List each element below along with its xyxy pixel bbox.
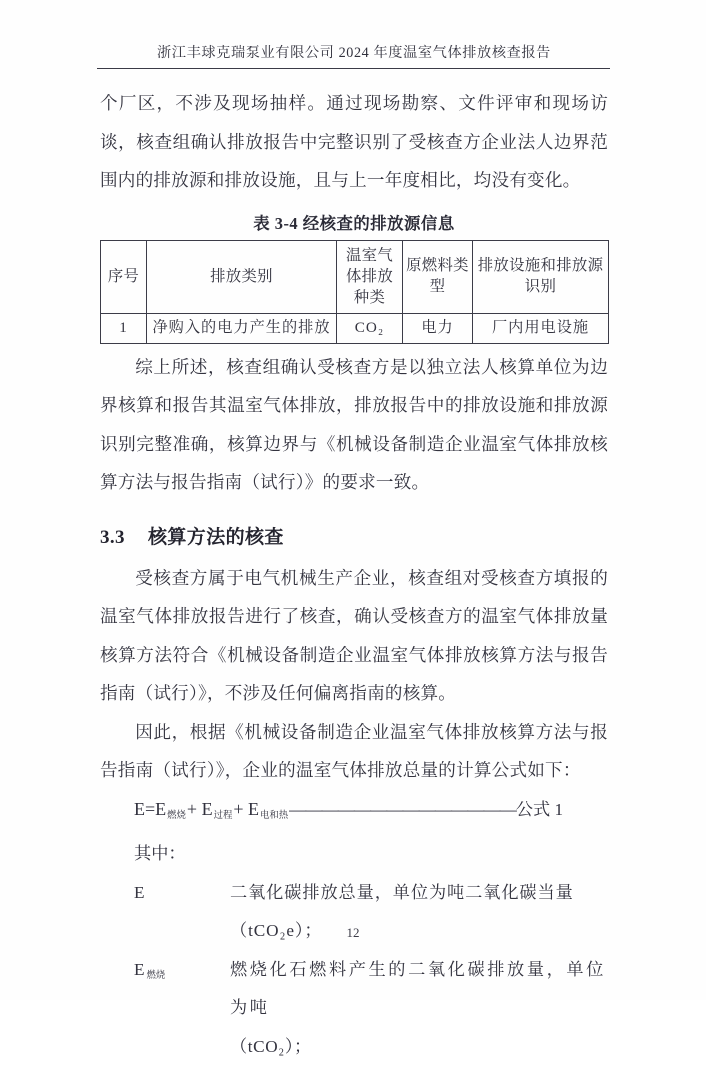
formula-subscript-process: 过程 [213, 810, 233, 821]
column-header-index: 序号 [101, 240, 147, 313]
column-header-facility: 排放设施和排放源识别 [473, 240, 609, 313]
section-number: 3.3 [100, 526, 125, 548]
cell-index: 1 [101, 313, 147, 343]
column-header-fuel-type: 原燃料类型 [403, 240, 473, 313]
formula-subscript-combustion: 燃烧 [167, 810, 186, 821]
column-header-gas-species: 温室气体排放种类 [337, 240, 403, 313]
cell-facility: 厂内用电设施 [473, 313, 609, 343]
formula-dash-filler: —————————————— [289, 799, 516, 819]
paragraph-method-review: 受核查方属于电气机械生产企业，核查组对受核查方填报的温室气体排放报告进行了核查，确认受核查方的温室气体排放量核算方法符合《机械设备制造企业温室气体排放核算方法与报告指南（试行）》，不涉及任何偏离指南的核算。 [100, 567, 608, 703]
page-number: 12 [346, 925, 360, 940]
paragraph-summary: 综上所述，核查组确认受核查方是以独立法人核算单位为边界核算和报告其温室气体排放，排放报告中的排放设施和排放源识别完整准确，核算边界与《机械设备制造企业温室气体排放核算方法与报告指南（试行）》的要求一致。 [100, 356, 608, 492]
emission-source-table [100, 240, 609, 344]
paragraph-continuation: 个厂区，不涉及现场抽样。通过现场勘察、文件评审和现场访谈，核查组确认排放报告中完整识别了受核查方企业法人边界范围内的排放源和排放设施，且与上一年度相比，均没有变化。 [100, 93, 608, 190]
definition-symbol-E-combustion [134, 951, 230, 1028]
section-heading [100, 522, 608, 549]
formula-lhs: E=E [134, 798, 167, 819]
table-header-row [101, 240, 609, 313]
header-title: 浙江丰球克瑞泵业有限公司 2024 年度温室气体排放核查报告 [157, 45, 551, 61]
table-row [101, 313, 609, 343]
formula-label: 公式 1 [515, 799, 564, 819]
definition-text-E: 二氧化碳排放总量，单位为吨二氧化碳当量（tCO₂e）； [230, 882, 574, 941]
section-title: 核算方法的核查 [148, 526, 284, 548]
formula-definition-combustion [100, 951, 608, 1028]
cell-category: 净购入的电力产生的排放 [147, 313, 337, 343]
running-header [100, 42, 608, 62]
formula-where-label: 其中： [134, 844, 186, 864]
cell-fuel-type: 电力 [403, 313, 473, 343]
definition-symbol-subscript: 燃烧 [146, 971, 166, 982]
formula-operator-1: + E [186, 798, 213, 819]
definition-text-combustion-continued: （tCO₂）； [230, 1036, 312, 1056]
table-caption: 表 3-4 经核查的排放源信息 [253, 213, 455, 233]
definition-symbol-base: E [134, 959, 145, 979]
formula-equation [100, 790, 608, 836]
definition-text-combustion: 燃烧化石燃料产生的二氧化碳排放量，单位为吨 [230, 959, 606, 1018]
header-divider [97, 68, 610, 69]
definition-symbol-E: E [134, 882, 145, 902]
column-header-category: 排放类别 [147, 240, 337, 313]
page-content [100, 84, 608, 1066]
formula-operator-2: + E [233, 798, 259, 819]
paragraph-formula-intro: 因此，根据《机械设备制造企业温室气体排放核算方法与报告指南（试行）》，企业的温室气体排放总量的计算公式如下： [100, 721, 608, 780]
formula-subscript-power-heat: 电和热 [260, 810, 289, 821]
cell-gas-species: CO₂ [337, 313, 403, 343]
